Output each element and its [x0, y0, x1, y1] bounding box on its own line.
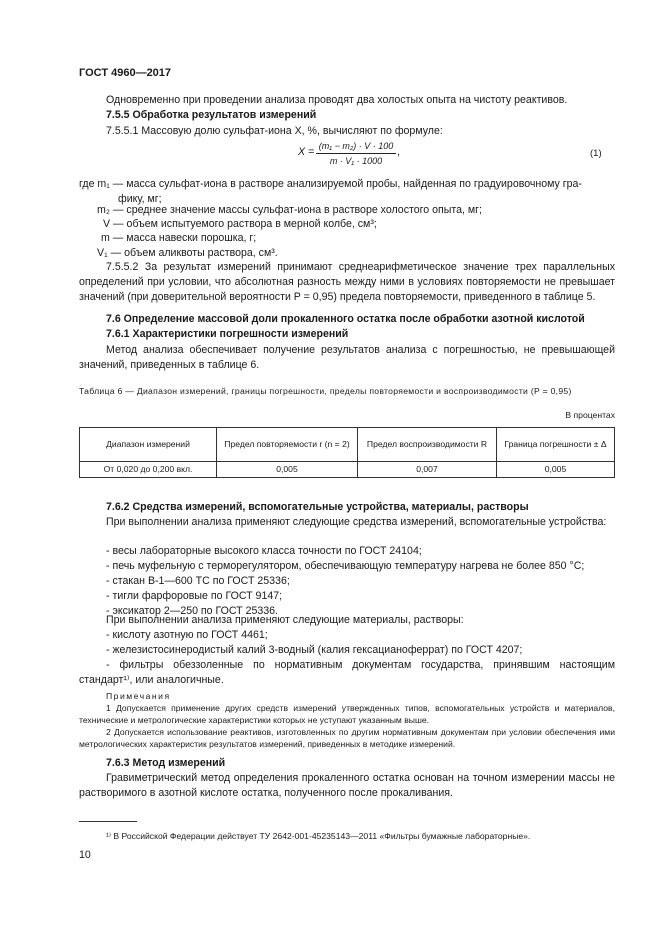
- list-item: - фильтры обеззоленные по нормативным документам государства, принявшим настоящим стандарт¹⁾, или аналогичные.: [79, 659, 615, 686]
- list-item: - весы лабораторные высокого класса точности по ГОСТ 24104;: [106, 545, 422, 557]
- list-item: - эксикатор 2—250 по ГОСТ 25336.: [106, 605, 279, 617]
- table-cell: От 0,020 до 0,200 вкл.: [80, 462, 217, 478]
- table-cell: 0,007: [358, 462, 497, 478]
- note-1: 1 Допускается применение других средств измерений утвержденных типов, вспомогательных устройств и материалов, технические и метрологические характеристики которых не уступают указанным выше.: [79, 703, 615, 725]
- notes-title: Примечания: [106, 691, 171, 701]
- list-item: - железистосинеродистый калий 3-водный (калия гексацианоферрат) по ГОСТ 4207;: [106, 644, 523, 656]
- legend-m2: m₂ — среднее значение массы сульфат-иона в растворе холостого опыта, мг;: [97, 204, 482, 216]
- table-caption: Таблица 6 — Диапазон измерений, границы погрешности, пределы повторяемости и воспроизводимости (P = 0,95): [79, 386, 572, 396]
- table-header-cell: Предел повторяемости r (n = 2): [217, 428, 358, 462]
- list-item: - стакан В-1—600 ТС по ГОСТ 25336;: [106, 575, 290, 587]
- legend-m1-cont: фику, мг;: [118, 193, 162, 205]
- section-7-6-2-title: 7.6.2 Средства измерений, вспомогательные устройства, материалы, растворы: [106, 501, 529, 513]
- section-7-6-1-title: 7.6.1 Характеристики погрешности измерений: [106, 328, 349, 340]
- paragraph-7-5-5-2: 7.5.5.2 За результат измерений принимают среднеарифметическое значение трех параллельных определений при условии, что абсолютная разность между ними в условиях повторяемости не превышает значений (при доверительной вероятности P = 0,95) предела повторяемости, приведенного в таблице 5.: [79, 261, 615, 303]
- document-code: ГОСТ 4960—2017: [79, 67, 172, 79]
- table-cell: 0,005: [497, 462, 615, 478]
- table-cell: 0,005: [217, 462, 358, 478]
- paragraph-7-5-5-1: 7.5.5.1 Массовую долю сульфат-иона X, %, вычисляют по формуле:: [106, 125, 443, 137]
- table-header-cell: Диапазон измерений: [80, 428, 217, 462]
- list-item: - кислоту азотную по ГОСТ 4461;: [106, 629, 268, 641]
- list-item: - тигли фарфоровые по ГОСТ 9147;: [106, 590, 283, 602]
- formula-numerator: (m₁ − m₂) · V · 100: [318, 141, 394, 151]
- section-7-5-5-title: 7.5.5 Обработка результатов измерений: [106, 109, 317, 121]
- formula-lhs: X =: [298, 146, 315, 158]
- paragraph-equipment-intro: При выполнении анализа применяют следующие средства измерений, вспомогательные устройства:: [106, 516, 607, 528]
- paragraph-method: Гравиметрический метод определения прокаленного остатка основан на точном измерении массы не растворимого в азотной кислоте остатка, полученного после прокаливания.: [79, 772, 615, 799]
- footnote: ¹⁾ В Российской Федерации действует ТУ 2642-001-45235143—2011 «Фильтры бумажные лабораторные».: [106, 831, 531, 841]
- formula-number: (1): [590, 148, 602, 159]
- paragraph-blank-tests: Одновременно при проведении анализа проводят два холостых опыта на чистоту реактивов.: [106, 94, 568, 106]
- formula-comma: ,: [397, 146, 400, 158]
- list-item: - печь муфельную с терморегулятором, обеспечивающую температуру нагрева не более 850 °C;: [106, 560, 585, 572]
- paragraph-error-characteristics: Метод анализа обеспечивает получение результатов анализа с погрешностью, не превышающей значений, приведенных в таблице 6.: [79, 344, 615, 371]
- page-number: 10: [79, 849, 91, 861]
- legend-v1: V₁ — объем аликвоты раствора, см³.: [97, 247, 278, 259]
- section-7-6-3-title: 7.6.3 Метод измерений: [106, 757, 226, 769]
- legend-m: m — масса навески порошка, г;: [101, 232, 257, 244]
- formula-fraction-bar: [316, 153, 396, 154]
- table-header-cell: Граница погрешности ± Δ: [497, 428, 615, 462]
- table-units: В процентах: [565, 410, 615, 420]
- legend-v: V — объем испытуемого раствора в мерной колбе, см³;: [103, 218, 377, 230]
- table-header-cell: Предел воспроизводимости R: [358, 428, 497, 462]
- table-6: [79, 427, 615, 478]
- note-2: 2 Допускается использование реактивов, изготовленных по другим нормативным документам при условии обеспечения ими метрологических характеристик результатов измерений, приведенных в методике измерений.: [79, 727, 615, 749]
- legend-m1: где m₁ — масса сульфат-иона в растворе анализируемой пробы, найденная по градуировочному гра-: [79, 178, 582, 190]
- section-7-6-title: 7.6 Определение массовой доли прокаленного остатка после обработки азотной кислотой: [106, 313, 585, 325]
- formula-denominator: m · V₁ · 1000: [329, 156, 383, 166]
- paragraph-materials-intro: При выполнении анализа применяют следующие материалы, растворы:: [106, 614, 464, 626]
- footnote-separator: [79, 821, 137, 822]
